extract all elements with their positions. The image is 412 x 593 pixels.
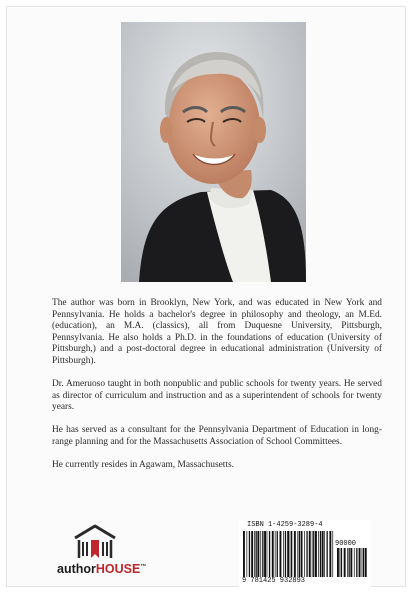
barcode-bar xyxy=(247,531,248,577)
barcode-bar xyxy=(256,531,257,577)
barcode-bar xyxy=(264,531,266,577)
barcode-bar xyxy=(249,531,250,577)
barcode-bar xyxy=(356,548,357,577)
barcode-bar xyxy=(354,548,355,577)
barcode-bar xyxy=(324,531,325,577)
barcode-bar xyxy=(257,531,259,577)
barcode-bar xyxy=(291,531,292,577)
barcode-bar xyxy=(294,531,296,577)
barcode-bar xyxy=(365,548,367,577)
isbn-barcode-block xyxy=(239,520,371,588)
barcode-bar xyxy=(306,531,307,577)
publisher-name-part2: HOUSE xyxy=(95,562,141,576)
author-portrait-image xyxy=(121,22,306,282)
isbn-label: ISBN 1-4259-3289-4 xyxy=(247,521,323,529)
barcode-bar xyxy=(329,531,331,577)
barcode-bar xyxy=(262,531,263,577)
barcode-bar xyxy=(341,548,342,577)
barcode-bar xyxy=(349,548,350,577)
barcode-bar xyxy=(299,531,300,577)
publisher-logo-block xyxy=(57,524,157,580)
barcode-bar xyxy=(337,548,339,577)
barcode-bar xyxy=(315,531,317,577)
barcode-bar xyxy=(283,531,284,577)
barcode-bar xyxy=(290,531,291,577)
barcode-bar xyxy=(363,548,364,577)
barcode-bar xyxy=(347,548,348,577)
barcode-bar xyxy=(267,531,268,577)
bio-paragraph-career: Dr. Ameruoso taught in both nonpublic and public schools for twenty years. He served as director of curriculum and instruction and as a superintendent of schools for twenty years. xyxy=(52,379,382,413)
barcode-bar xyxy=(275,531,276,577)
barcode-bar xyxy=(285,531,286,577)
barcode-bar xyxy=(304,531,305,577)
barcode-bar xyxy=(297,531,298,577)
bio-paragraph-education: The author was born in Brooklyn, New York, and was educated in New York and Pennsylvania. He holds a bachelor's degree in philosophy and theology, an M.Ed. (education), an M.A. (classics), all from Duquesne University, Pittsburgh, Pennsylvania. He also holds a Ph.D. in the foundations of education (University of Pittsburgh,) and a post-doctoral degree in educational administration (University of Pittsburgh). xyxy=(52,298,382,366)
barcode-bar xyxy=(318,531,319,577)
barcode-bar xyxy=(332,531,333,577)
barcode-bar xyxy=(269,531,270,577)
barcode-bar xyxy=(359,548,361,577)
barcode-bar xyxy=(272,531,274,577)
barcode-bar xyxy=(277,531,278,577)
trademark-symbol: ™ xyxy=(140,563,147,570)
barcode-bar xyxy=(344,548,346,577)
price-code: 90000 xyxy=(335,540,357,548)
publisher-name-part1: author xyxy=(57,562,96,576)
barcode-bar xyxy=(254,531,255,577)
back-cover xyxy=(6,6,406,587)
barcode-bar xyxy=(251,531,253,577)
barcode-bar xyxy=(243,531,245,577)
barcode-bar xyxy=(322,531,324,577)
publisher-name xyxy=(57,562,157,576)
price-barcode-icon xyxy=(337,548,367,577)
barcode-bar xyxy=(340,548,341,577)
barcode-bar xyxy=(362,548,363,577)
barcode-bar xyxy=(301,531,303,577)
barcode-digits: 9 781425 932893 xyxy=(242,577,306,585)
author-bio xyxy=(52,298,382,483)
bio-paragraph-residence: He currently resides in Agawam, Massachusetts. xyxy=(52,460,234,471)
isbn-barcode-icon xyxy=(243,531,335,577)
barcode-bar xyxy=(312,531,313,577)
barcode-bar xyxy=(327,531,328,577)
barcode-bar xyxy=(313,531,314,577)
barcode-bar xyxy=(287,531,289,577)
barcode-bar xyxy=(350,548,352,577)
barcode-bar xyxy=(280,531,282,577)
barcode-bar xyxy=(309,531,311,577)
barcode-bar xyxy=(260,531,261,577)
house-book-icon xyxy=(73,524,117,560)
barcode-bar xyxy=(320,531,321,577)
author-photo xyxy=(121,22,306,282)
bio-paragraph-consulting: He has served as a consultant for the Pennsylvania Department of Education in long-range planning and for the Massachusetts Association of School Committees. xyxy=(52,425,382,447)
